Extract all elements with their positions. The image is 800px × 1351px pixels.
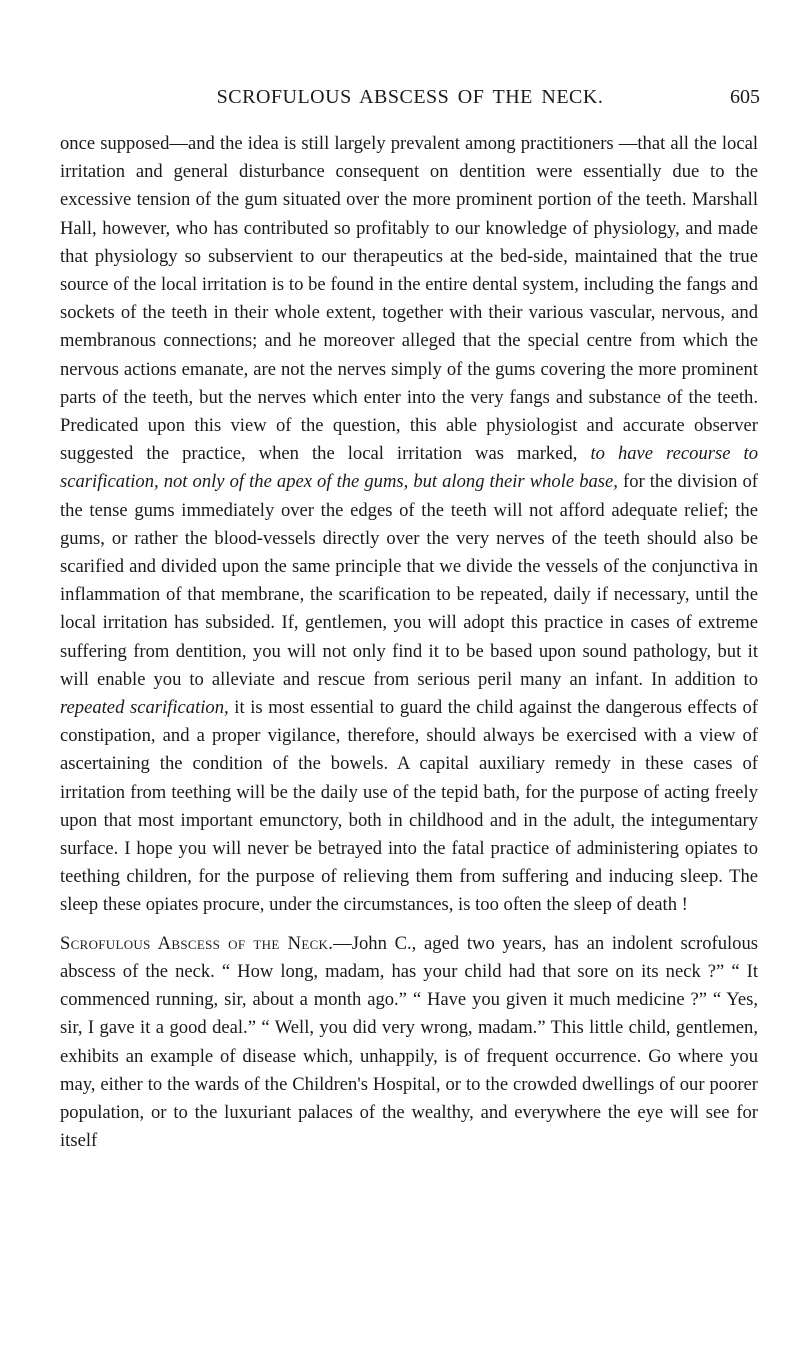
emphasis-text: repeated scarification,: [60, 697, 229, 719]
page-number: 605: [730, 86, 760, 108]
section-heading: Scrofulous Abscess of the Neck.: [60, 932, 334, 954]
paragraph-text: it is most essential to guard the child against the dangerous effects of constipation, and a proper vigilance, therefore, should always be exercised with a view of ascertaining the condition of the bowels. A capital auxiliary remedy in these cases of irritation from teething will be the daily use of the tepid bath, for the purpose of acting freely upon that most important emunctory, both in childhood and in the adult, the integumentary surface. I hope you will never be betrayed into the fatal practice of administering opiates to teething children, for the purpose of relieving them from suffering and inducing sleep. The sleep these opiates procure, under the circumstances, is too often the sleep of death !: [60, 697, 758, 916]
chapter-title: SCROFULOUS ABSCESS OF THE NECK.: [216, 86, 604, 108]
paragraph-scrofulous-abscess: [60, 930, 758, 1156]
running-head: [60, 86, 760, 114]
paragraph-text: once supposed—and the idea is still largely prevalent among practitioners —that all the local irritation and general disturbance consequent on dentition were essentially due to the excessive tension of the gum situated over the more prominent portion of the teeth. Marshall Hall, however, who has contributed so profitably to our knowledge of physiology, and made that physiology so subservient to our therapeutics at the bed-side, maintained that the true source of the local irritation is to be found in the entire dental system, including the fangs and sockets of the teeth in their whole extent, together with their various vascular, nervous, and membranous connections; and he moreover alleged that the special centre from which the nervous actions emanate, are not the nerves simply of the gums covering the more prominent parts of the teeth, but the nerves which enter into the very fangs and substance of the teeth. Predicated upon this view of the question, this able physiologist and accurate observer suggested the practice, when the local irritation was marked,: [60, 133, 758, 465]
section-text: —John C., aged two years, has an indolent scrofulous abscess of the neck. “ How long, madam, has your child had that sore on its neck ?” “ It commenced running, sir, about a month ago.” “ Have you given it much medicine ?” “ Yes, sir, I gave it a good deal.” “ Well, you did very wrong, madam.” This little child, gentlemen, exhibits an example of disease which, unhappily, is of frequent occurrence. Go where you may, either to the wards of the Children's Hospital, or to the crowded dwellings of our poorer population, or to the luxuriant palaces of the wealthy, and everywhere the eye will see for itself: [60, 932, 758, 1152]
paragraph-text: for the division of the tense gums immediately over the edges of the teeth will not afford adequate relief; the gums, or rather the blood-vessels directly over the very nerves of the teeth should also be scarified and divided upon the same principle that we divide the vessels of the conjunctiva in inflammation of that membrane, the scarification to be repeated, daily if necessary, until the local irritation has subsided. If, gentlemen, you will adopt this practice in cases of extreme suffering from dentition, you will not only find it to be based upon sound pathology, but it will enable you to alleviate and rescue from serious peril many an infant. In addition to: [60, 471, 758, 690]
body-text: [60, 130, 758, 1155]
emphasis-text: to have recourse to scarification, not only of the apex of the gums, but along their whole base,: [60, 443, 758, 493]
paragraph-dentition: [60, 130, 758, 920]
